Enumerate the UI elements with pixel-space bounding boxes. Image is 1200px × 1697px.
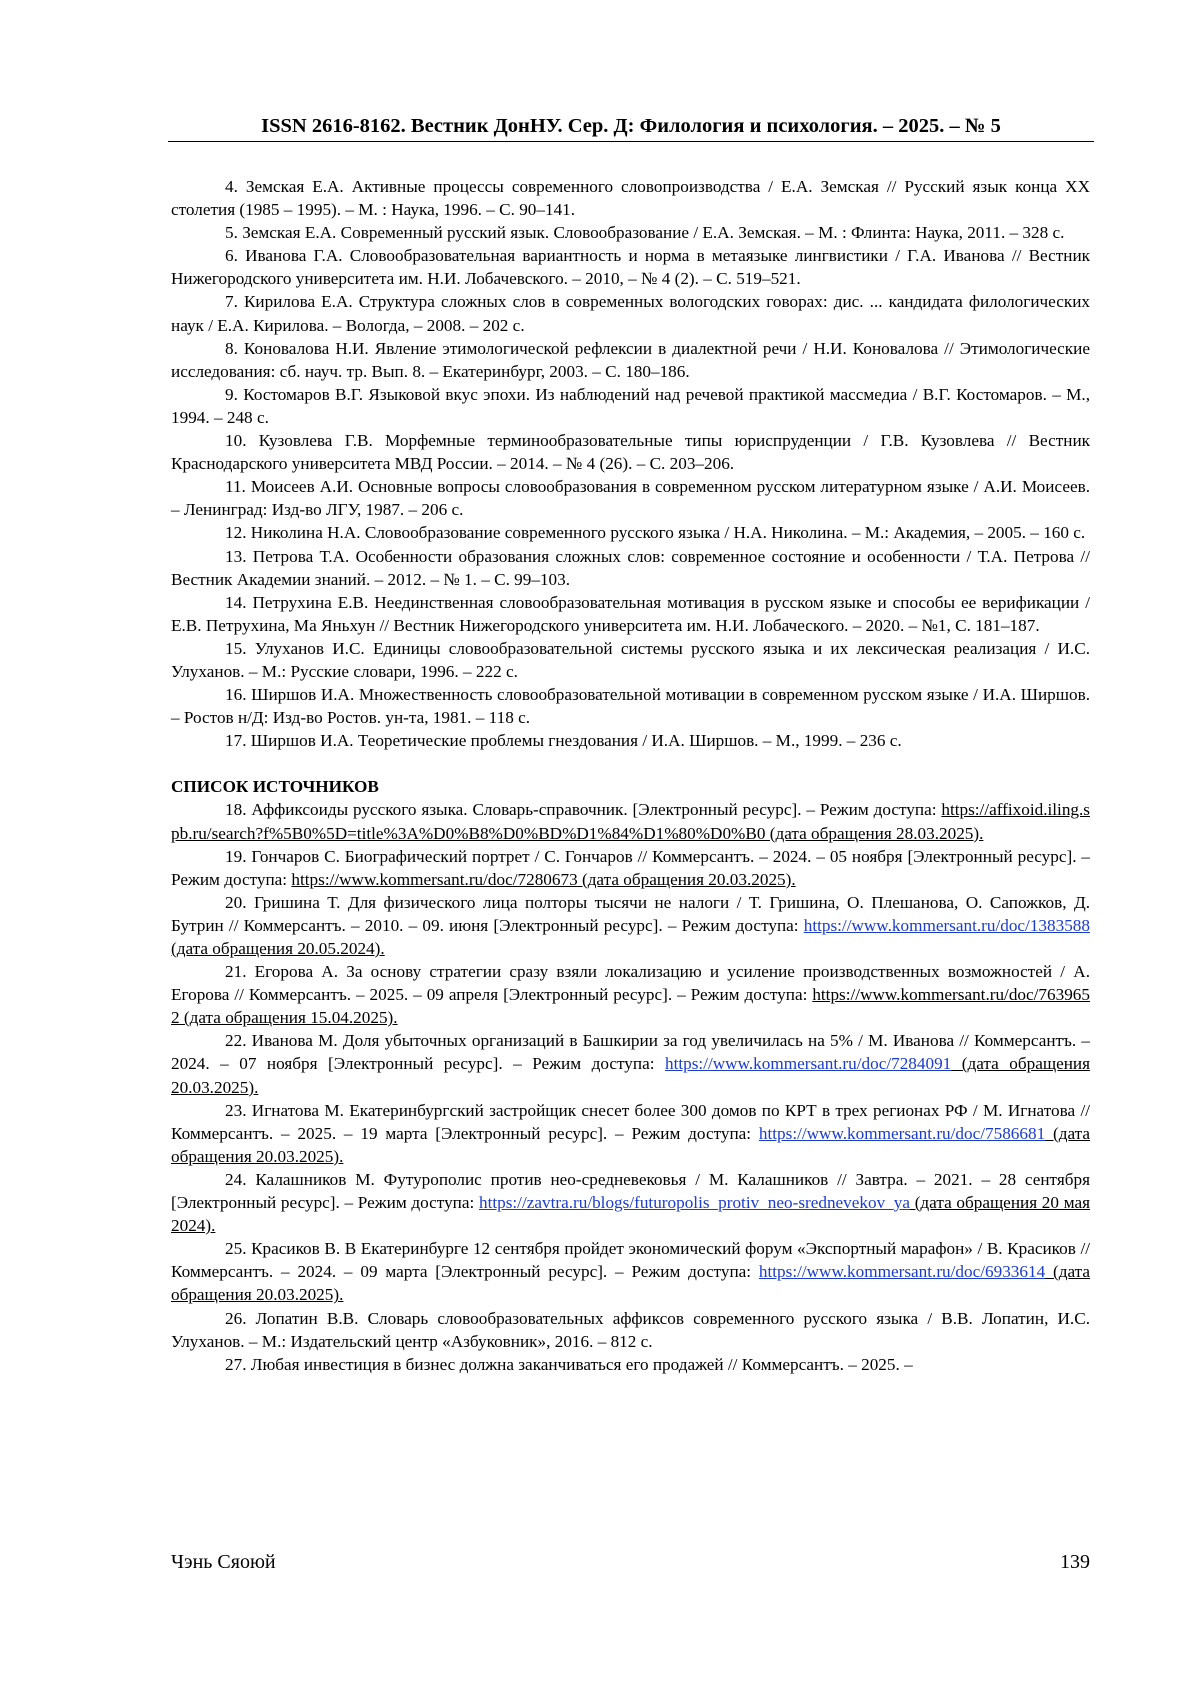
source-item	[171, 891, 1090, 960]
source-access-date: (дата обращения 28.03.2025).	[765, 823, 984, 843]
source-text: 27. Любая инвестиция в бизнес должна заканчиваться его продажей // Коммерсантъ. – 2025. –	[225, 1354, 913, 1374]
source-text: 19. Гончаров С. Биографический портрет / С. Гончаров // Коммерсантъ. – 2024. – 05 ноября [Электронный ресурс]. – Режим доступа:	[171, 846, 1090, 889]
reference-item: 14. Петрухина Е.В. Неединственная словообразовательная мотивация в русском языке и способы ее верификации / Е.В. Петрухина, Ма Яньхун // Вестник Нижегородского университета им. Н.И. Лобаческого. – 2020. – №1, С. 181–187.	[171, 592, 1090, 635]
footer-author: Чэнь Сяоюй	[171, 1551, 276, 1573]
sources-section-title: СПИСОК ИСТОЧНИКОВ	[171, 777, 379, 797]
sources-list	[171, 798, 1090, 1375]
source-access-date: (дата обращения 20.03.2025).	[171, 1262, 1090, 1305]
source-link[interactable]: https://www.kommersant.ru/doc/1383588	[803, 915, 1090, 935]
reference-content	[171, 175, 1090, 1376]
reference-item: 13. Петрова Т.А. Особенности образования сложных слов: современное состояние и особенности / Т.А. Петрова // Вестник Академии знаний. – 2012. – № 1. – С. 99–103.	[171, 546, 1090, 589]
source-text: 23. Игнатова М. Екатеринбургский застройщик снесет более 300 домов по КРТ в трех регионах РФ / М. Игнатова // Коммерсантъ. – 2025. – 19 марта [Электронный ресурс]. – Режим доступа:	[171, 1100, 1090, 1143]
source-text: 22. Иванова М. Доля убыточных организаций в Башкирии за год увеличилась на 5% / М. Иванова // Коммерсантъ. – 2024. – 07 ноября [Электронный ресурс]. – Режим доступа:	[171, 1031, 1090, 1074]
reference-item: 9. Костомаров В.Г. Языковой вкус эпохи. Из наблюдений над речевой практикой массмедиа / В.Г. Костомаров. – М., 1994. – 248 с.	[171, 384, 1090, 427]
source-item	[171, 1168, 1090, 1237]
source-link[interactable]: https://zavtra.ru/blogs/futuropolis_protiv_neo-srednevekov_ya	[478, 1193, 910, 1213]
source-access-date: (дата обращения 20.03.2025).	[171, 1054, 1090, 1097]
source-link[interactable]: https://www.kommersant.ru/doc/7586681	[758, 1123, 1046, 1143]
reference-item: 6. Иванова Г.А. Словообразовательная вариантность и норма в метаязыке лингвистики / Г.А. Иванова // Вестник Нижегородского университета им. Н.И. Лобачевского. – 2010, – № 4 (2). – С. 519–521.	[171, 246, 1090, 289]
source-text: 20. Гришина Т. Для физического лица полторы тысячи не налоги / Т. Гришина, О. Плешанова, О. Сапожков, Д. Бутрин // Коммерсантъ. – 2010. – 09. июня [Электронный ресурс]. – Режим доступа:	[171, 892, 1090, 935]
reference-item: 4. Земская Е.А. Активные процессы современного словопроизводства / Е.А. Земская // Русский язык конца XX столетия (1985 – 1995). – М. : Наука, 1996. – С. 90–141.	[171, 177, 1090, 220]
source-access-date: (дата обращения 20.05.2024).	[171, 939, 385, 958]
reference-item: 8. Коновалова Н.И. Явление этимологической рефлексии в диалектной речи / Н.И. Коновалова // Этимологические исследования: сб. науч. тр. Вып. 8. – Екатеринбург, 2003. – С. 180–186.	[171, 338, 1090, 381]
source-item	[171, 1237, 1090, 1306]
reference-item: 7. Кирилова Е.А. Структура сложных слов в современных вологодских говорах: дис. ... кандидата филологических наук / Е.А. Кирилова. – Вологда, – 2008. – 202 с.	[171, 292, 1090, 335]
source-link[interactable]: https://www.kommersant.ru/doc/7639652	[171, 985, 1090, 1028]
footer-page-number: 139	[1060, 1551, 1090, 1573]
source-item	[171, 1099, 1090, 1168]
source-text: 26. Лопатин В.В. Словарь словообразовательных аффиксов современного русского языка / В.В. Лопатин, И.С. Улуханов. – М.: Издательский центр «Азбуковник», 2016. – 812 с.	[171, 1308, 1090, 1351]
source-access-date: (дата обращения 15.04.2025).	[179, 1008, 398, 1028]
reference-item: 15. Улуханов И.С. Единицы словообразовательной системы русского языка и их лексическая реализация / И.С. Улуханов. – М.: Русские словари, 1996. – 222 с.	[171, 638, 1090, 681]
source-item	[171, 798, 1090, 844]
reference-item: 11. Моисеев А.И. Основные вопросы словообразования в современном русском литературном языке / А.И. Моисеев. – Ленинград: Изд-во ЛГУ, 1987. – 206 с.	[171, 477, 1090, 520]
source-text: 25. Красиков В. В Екатеринбурге 12 сентября пройдет экономический форум «Экспортный марафон» / В. Красиков // Коммерсантъ. – 2024. – 09 марта [Электронный ресурс]. – Режим доступа:	[171, 1239, 1090, 1282]
references-list	[171, 175, 1090, 752]
source-item	[171, 1307, 1090, 1353]
reference-item: 5. Земская Е.А. Современный русский язык. Словообразование / Е.А. Земская. – М. : Флинта: Наука, 2011. – 328 с.	[225, 223, 1065, 243]
source-access-date: (дата обращения 20.03.2025).	[577, 869, 796, 889]
source-access-date: (дата обращения 20.03.2025).	[171, 1123, 1090, 1166]
source-access-date: (дата обращения 20 мая 2024).	[171, 1193, 1090, 1236]
source-text: 21. Егорова А. За основу стратегии сразу взяли локализацию и усиление производственных возможностей / А. Егорова // Коммерсантъ. – 2025. – 09 апреля [Электронный ресурс]. – Режим доступа:	[171, 962, 1090, 1005]
source-item	[171, 1029, 1090, 1098]
source-link[interactable]: https://www.kommersant.ru/doc/7280673	[291, 869, 578, 889]
source-item	[171, 845, 1090, 891]
source-text: 24. Калашников М. Футурополис против нео-средневековья / М. Калашников // Завтра. – 2021. – 28 сентября [Электронный ресурс]. – Режим доступа:	[171, 1169, 1090, 1213]
reference-item: 10. Кузовлева Г.В. Морфемные терминообразовательные типы юриспруденции / Г.В. Кузовлева // Вестник Краснодарского университета МВД России. – 2014. – № 4 (26). – С. 203–206.	[171, 431, 1090, 474]
source-item	[171, 960, 1090, 1029]
source-link[interactable]: https://www.kommersant.ru/doc/6933614	[758, 1262, 1046, 1282]
source-text: 18. Аффиксоиды русского языка. Словарь-справочник. [Электронный ресурс]. – Режим доступа:	[225, 800, 942, 820]
reference-item: 12. Николина Н.А. Словообразование современного русского языка / Н.А. Николина. – М.: Академия, – 2005. – 160 с.	[225, 523, 1086, 543]
source-link[interactable]: https://affixoid.iling.spb.ru/search?f%5B0%5D=title%3A%D0%B8%D0%BD%D1%84%D1%80%D0%B0	[171, 800, 1090, 843]
source-item	[171, 1353, 1090, 1376]
reference-item: 16. Ширшов И.А. Множественность словообразовательной мотивации в современном русском языке / И.А. Ширшов. – Ростов н/Д: Изд-во Ростов. ун-та, 1981. – 118 с.	[171, 685, 1090, 728]
reference-item: 17. Ширшов И.А. Теоретические проблемы гнездования / И.А. Ширшов. – М., 1999. – 236 с.	[225, 731, 902, 751]
journal-header: ISSN 2616-8162. Вестник ДонНУ. Сер. Д: Филология и психология. – 2025. – № 5	[168, 114, 1094, 142]
source-link[interactable]: https://www.kommersant.ru/doc/7284091	[665, 1054, 952, 1074]
